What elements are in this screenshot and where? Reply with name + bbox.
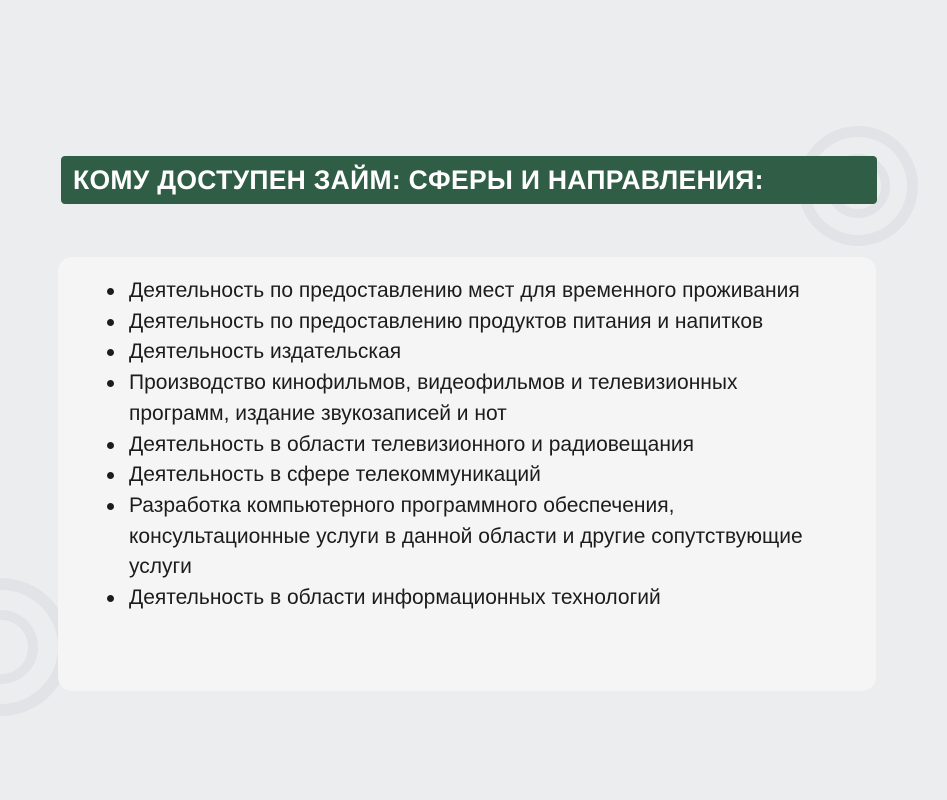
list-item bbox=[105, 276, 835, 307]
title-banner bbox=[61, 156, 877, 204]
bullet-dot-icon bbox=[107, 595, 114, 602]
bullet-dot-icon bbox=[107, 319, 114, 326]
list-item bbox=[105, 583, 835, 614]
list-item bbox=[105, 337, 835, 368]
list-item-text: Деятельность в области телевизионного и радиовещания bbox=[129, 432, 695, 456]
list-item bbox=[105, 491, 835, 583]
list-item-text: Разработка компьютерного программного обеспечения, консультационные услуги в данной области и другие сопутствующие услуги bbox=[129, 493, 803, 579]
list-item-text: Деятельность по предоставлению мест для временного проживания bbox=[129, 279, 800, 302]
bullet-dot-icon bbox=[107, 380, 114, 387]
bullet-dot-icon bbox=[107, 288, 114, 295]
list-item-text: Деятельность в области информационных технологий bbox=[129, 586, 661, 610]
list-item bbox=[105, 460, 835, 491]
list-item-text: Производство кинофильмов, видеофильмов и телевизионных программ, издание звукозаписей и нот bbox=[129, 371, 738, 425]
list-item bbox=[105, 430, 835, 461]
list-item-text: Деятельность издательская bbox=[129, 340, 402, 364]
bullet-dot-icon bbox=[107, 503, 114, 510]
activity-list bbox=[105, 276, 835, 614]
bullet-dot-icon bbox=[107, 442, 114, 449]
list-item-text: Деятельность в сфере телекоммуникаций bbox=[129, 463, 541, 487]
page-title: КОМУ ДОСТУПЕН ЗАЙМ: СФЕРЫ И НАПРАВЛЕНИЯ: bbox=[73, 164, 764, 195]
list-item bbox=[105, 368, 835, 429]
bullet-dot-icon bbox=[107, 472, 114, 479]
list-item-text: Деятельность по предоставлению продуктов питания и напитков bbox=[129, 309, 764, 333]
bullet-dot-icon bbox=[107, 349, 114, 356]
list-item bbox=[105, 307, 835, 338]
